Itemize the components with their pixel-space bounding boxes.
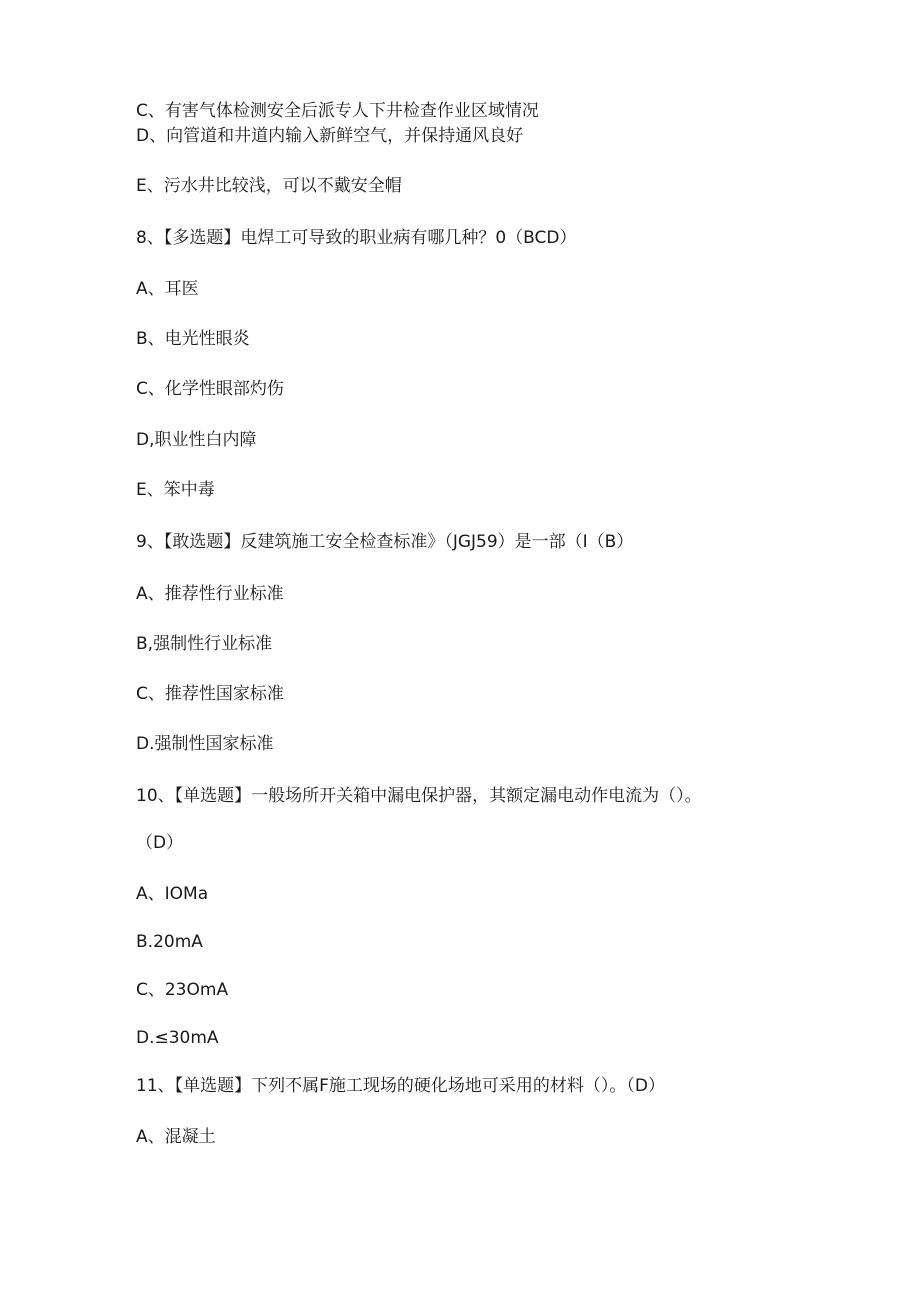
- option-a-q11: A、混凝土: [136, 1127, 216, 1147]
- option-d-q8: D,职业性白内障: [136, 430, 257, 450]
- option-d-q7: D、向管道和井道内输入新鲜空气，并保持通风良好: [136, 126, 524, 146]
- option-c-q7: C、有害气体检测安全后派专人下井检查作业区域情况: [136, 101, 539, 121]
- option-a-q8: A、耳医: [136, 279, 199, 299]
- option-d-q9: D.强制性国家标准: [136, 734, 274, 754]
- question-11: 11、【单选题】下列不属F施工现场的硬化场地可采用的材料（）。（D）: [136, 1076, 665, 1096]
- question-10: 10、【单选题】一般场所开关箱中漏电保护器，其额定漏电动作电流为（）。: [136, 786, 702, 806]
- option-c-q9: C、推荐性国家标准: [136, 684, 284, 704]
- option-b-q8: B、电光性眼炎: [136, 329, 250, 349]
- question-8: 8、【多选题】电焊工可导致的职业病有哪几种？0（BCD）: [136, 228, 577, 248]
- option-c-q10: C、23OmA: [136, 980, 229, 1000]
- option-e-q7: E、污水井比较浅，可以不戴安全帽: [136, 176, 402, 196]
- option-c-q8: C、化学性眼部灼伤: [136, 379, 284, 399]
- option-b-q9: B,强制性行业标准: [136, 634, 273, 654]
- option-e-q8: E、笨中毒: [136, 480, 215, 500]
- question-10-answer: （D）: [136, 833, 184, 853]
- question-9: 9、【敢选题】反建筑施工安全检查标准》（JGJ59）是一部（I（B）: [136, 532, 634, 552]
- option-b-q10: B.20mA: [136, 932, 203, 952]
- option-a-q10: A、IOMa: [136, 884, 209, 904]
- option-a-q9: A、推荐性行业标准: [136, 584, 284, 604]
- option-d-q10: D.≤30mA: [136, 1028, 219, 1048]
